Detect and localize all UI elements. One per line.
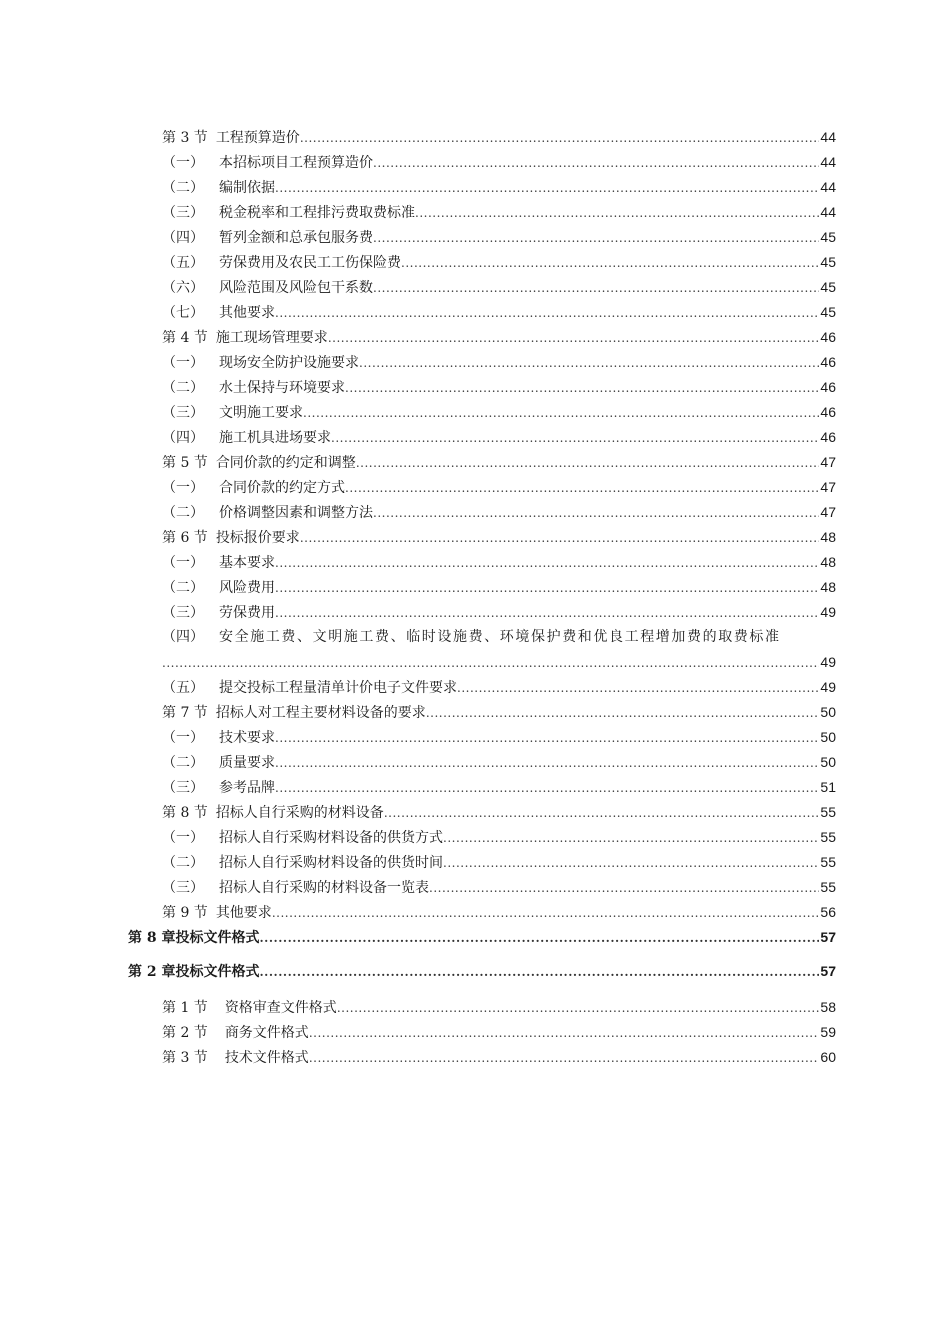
toc-entry-label <box>162 151 373 176</box>
toc-entry-label <box>162 751 275 776</box>
toc-entry-label <box>162 526 300 551</box>
toc-entry-number: 第 3 节 <box>162 1050 208 1066</box>
toc-entry-label <box>162 251 401 276</box>
toc-entry-page-number: 60 <box>820 1049 836 1065</box>
toc-entry-number: 第 8 节 <box>162 805 208 821</box>
toc-entry-title: 价格调整因素和调整方法 <box>219 505 373 521</box>
toc-entry-number: （一） <box>162 155 204 171</box>
toc-entry-page-number: 49 <box>820 604 836 620</box>
toc-entry-page-number: 47 <box>820 504 836 520</box>
toc-entry-label <box>162 476 345 501</box>
toc-entry-page-number: 55 <box>820 804 836 820</box>
toc-entry-title: 商务文件格式 <box>224 1025 309 1041</box>
toc-entry[interactable] <box>0 125 950 150</box>
toc-entry-number: （二） <box>162 380 204 396</box>
dot-leader <box>373 501 819 526</box>
toc-entry-page-number: 46 <box>820 354 836 370</box>
toc-entry-title: 编制依据 <box>219 180 275 196</box>
dot-leader <box>426 701 820 726</box>
toc-entry-title: 风险费用 <box>219 580 275 596</box>
spacer <box>0 950 950 959</box>
toc-entry-page-number: 50 <box>820 754 836 770</box>
dot-leader <box>275 776 819 801</box>
toc-entry-title: 现场安全防护设施要求 <box>219 355 359 371</box>
toc-entry[interactable] <box>0 625 950 675</box>
dot-leader <box>272 901 820 926</box>
dot-leader <box>373 276 819 301</box>
toc-entry[interactable] <box>0 925 950 950</box>
toc-entry[interactable] <box>0 825 950 850</box>
toc-entry-title: 招标人自行采购的材料设备一览表 <box>219 880 429 896</box>
dot-leader <box>345 376 819 401</box>
toc-entry-number: （一） <box>162 730 204 746</box>
toc-entry-title: 投标文件格式 <box>175 964 260 980</box>
toc-entry[interactable] <box>0 600 950 625</box>
toc-entry-number: 第 2 节 <box>162 1025 208 1041</box>
toc-entry[interactable] <box>0 700 950 725</box>
toc-entry[interactable] <box>0 500 950 525</box>
toc-entry[interactable] <box>0 425 950 450</box>
dot-leader <box>415 201 819 226</box>
toc-entry-number: 第 1 节 <box>162 1000 208 1016</box>
toc-entry-number: （二） <box>162 755 204 771</box>
dot-leader <box>275 576 819 601</box>
toc-entry-label <box>162 551 275 576</box>
toc-entry-title: 劳保费用 <box>219 605 275 621</box>
toc-entry-label <box>162 826 443 851</box>
toc-entry[interactable] <box>0 200 950 225</box>
toc-entry-number: （三） <box>162 605 204 621</box>
toc-entry[interactable] <box>0 550 950 575</box>
dot-leader <box>328 326 820 351</box>
toc-entry[interactable] <box>0 959 950 984</box>
toc-entry-page-number: 44 <box>820 129 836 145</box>
toc-entry[interactable] <box>0 325 950 350</box>
dot-leader <box>443 826 819 851</box>
toc-entry-label <box>162 876 429 901</box>
toc-entry-title: 工程预算造价 <box>215 130 300 146</box>
toc-entry-number: （一） <box>162 830 204 846</box>
toc-entry-page-number: 55 <box>820 854 836 870</box>
toc-entry-number: 第 7 节 <box>162 705 208 721</box>
toc-entry-number: 第 6 节 <box>162 530 208 546</box>
toc-entry-page-number: 51 <box>820 779 836 795</box>
toc-entry-page-number: 48 <box>820 554 836 570</box>
dot-leader <box>260 960 820 985</box>
toc-entry-number: （二） <box>162 580 204 596</box>
toc-entry-title: 合同价款的约定方式 <box>219 480 345 496</box>
toc-entry-label <box>162 351 359 376</box>
toc-entry-label <box>162 776 275 801</box>
toc-entry-title: 税金税率和工程排污费取费标准 <box>219 205 415 221</box>
toc-entry-title: 施工机具进场要求 <box>219 430 331 446</box>
toc-entry-title: 安全施工费、文明施工费、临时设施费、环境保护费和优良工程增加费的取费标准 <box>219 629 781 645</box>
toc-entry-label <box>162 376 345 401</box>
toc-entry-number: 第 9 节 <box>162 905 208 921</box>
toc-entry-title: 合同价款的约定和调整 <box>215 455 356 471</box>
toc-entry-title: 技术要求 <box>219 730 275 746</box>
toc-entry-page-number: 50 <box>820 729 836 745</box>
toc-entry-title: 投标报价要求 <box>215 530 300 546</box>
toc-entry-title: 资格审查文件格式 <box>224 1000 337 1016</box>
dot-leader <box>275 176 819 201</box>
toc-entry[interactable] <box>0 525 950 550</box>
toc-entry-label <box>162 326 328 351</box>
toc-entry-title: 招标人自行采购材料设备的供货时间 <box>219 855 443 871</box>
toc-entry[interactable] <box>0 1020 950 1045</box>
dot-leader <box>337 996 820 1021</box>
toc-entry-title: 质量要求 <box>219 755 275 771</box>
toc-entry-label <box>162 996 337 1021</box>
toc-entry[interactable] <box>0 300 950 325</box>
dot-leader <box>457 676 819 701</box>
toc-entry[interactable] <box>0 725 950 750</box>
toc-entry[interactable] <box>0 475 950 500</box>
toc-entry-page-number: 44 <box>820 204 836 220</box>
toc-entry[interactable] <box>0 375 950 400</box>
dot-leader <box>309 1021 820 1046</box>
toc-entry-title: 劳保费用及农民工工伤保险费 <box>219 255 401 271</box>
dot-leader <box>300 526 820 551</box>
toc-entry-page-number: 55 <box>820 879 836 895</box>
toc-entry-label <box>162 426 331 451</box>
toc-entry-number: 第 3 节 <box>162 130 208 146</box>
toc-entry-number: （三） <box>162 405 204 421</box>
toc-entry[interactable] <box>0 275 950 300</box>
toc-entry-page-number: 59 <box>820 1024 836 1040</box>
toc-entry-label <box>162 176 275 201</box>
toc-entry-label <box>162 1046 309 1071</box>
toc-entry-page-number: 44 <box>820 179 836 195</box>
toc-entry-page-number: 56 <box>820 904 836 920</box>
toc-entry-number: （一） <box>162 355 204 371</box>
toc-entry-title: 技术文件格式 <box>224 1050 309 1066</box>
toc-entry-number: （二） <box>162 180 204 196</box>
toc-entry-title: 招标人自行采购材料设备的供货方式 <box>219 830 443 846</box>
dot-leader <box>373 151 819 176</box>
toc-entry-number: （三） <box>162 780 204 796</box>
toc-entry-page-number: 46 <box>820 429 836 445</box>
toc-entry-page-number: 45 <box>820 229 836 245</box>
toc-entry-label <box>162 901 272 926</box>
toc-entry-page-number: 57 <box>820 963 836 979</box>
toc-entry-label <box>162 501 373 526</box>
toc-entry-label <box>162 201 415 226</box>
toc-entry-number: （三） <box>162 880 204 896</box>
toc-entry[interactable] <box>0 675 950 700</box>
toc-entry-first-line <box>162 625 842 650</box>
toc-entry-title: 投标文件格式 <box>175 930 260 946</box>
toc-entry-page-number: 44 <box>820 154 836 170</box>
toc-entry-title: 风险范围及风险包干系数 <box>219 280 373 296</box>
toc-entry-number: （五） <box>162 680 204 696</box>
toc-entry[interactable] <box>0 1045 950 1070</box>
toc-entry-page-number: 55 <box>820 829 836 845</box>
toc-entry-page-number: 45 <box>820 304 836 320</box>
toc-entry-number: 第 5 节 <box>162 455 208 471</box>
toc-entry-number: （一） <box>162 555 204 571</box>
dot-leader <box>356 451 820 476</box>
toc-entry-page-number: 48 <box>820 529 836 545</box>
toc-entry-label <box>162 676 457 701</box>
dot-leader <box>303 401 819 426</box>
dot-leader <box>309 1046 820 1071</box>
toc-entry[interactable] <box>0 150 950 175</box>
toc-entry-page-number: 45 <box>820 254 836 270</box>
dot-leader <box>373 226 819 251</box>
toc-entry[interactable] <box>0 350 950 375</box>
toc-entry[interactable] <box>0 450 950 475</box>
dot-leader <box>275 726 819 751</box>
toc-entry-title: 基本要求 <box>219 555 275 571</box>
toc-entry[interactable] <box>0 800 950 825</box>
dot-leader <box>384 801 820 826</box>
toc-entry-title: 提交投标工程量清单计价电子文件要求 <box>219 680 457 696</box>
toc-entry-number: （五） <box>162 255 204 271</box>
toc-entry-label <box>162 801 384 826</box>
toc-entry-page-number: 49 <box>820 654 836 670</box>
toc-entry-label <box>162 276 373 301</box>
dot-leader <box>401 251 819 276</box>
toc-entry-page-number: 46 <box>820 404 836 420</box>
toc-entry[interactable] <box>0 875 950 900</box>
toc-entry-page-number: 45 <box>820 279 836 295</box>
toc-entry-page-number: 50 <box>820 704 836 720</box>
toc-entry-number: （二） <box>162 505 204 521</box>
toc-entry-label <box>162 451 356 476</box>
toc-entry-page-number: 46 <box>820 329 836 345</box>
toc-entry-number: （四） <box>162 430 204 446</box>
toc-entry-label <box>162 401 303 426</box>
toc-entry-title: 其他要求 <box>215 905 272 921</box>
toc-entry-label <box>162 726 275 751</box>
toc-entry-title: 文明施工要求 <box>219 405 303 421</box>
toc-entry-title: 暂列金额和总承包服务费 <box>219 230 373 246</box>
toc-entry-label <box>162 301 275 326</box>
toc-entry-title: 参考品牌 <box>219 780 275 796</box>
table-of-contents <box>0 125 950 1070</box>
toc-entry-number: （四） <box>162 629 204 645</box>
toc-entry[interactable] <box>0 400 950 425</box>
dot-leader <box>275 301 819 326</box>
toc-entry-page-number: 57 <box>820 929 836 945</box>
toc-entry-title: 水土保持与环境要求 <box>219 380 345 396</box>
toc-entry[interactable] <box>0 995 950 1020</box>
toc-entry-page-number: 47 <box>820 479 836 495</box>
toc-entry-title: 本招标项目工程预算造价 <box>219 155 373 171</box>
toc-entry-number: 第 2 章 <box>128 964 176 980</box>
toc-entry-label <box>128 926 260 951</box>
dot-leader <box>275 751 819 776</box>
toc-entry-number: 第 8 章 <box>128 930 176 946</box>
dot-leader <box>260 926 820 951</box>
toc-entry[interactable] <box>0 775 950 800</box>
toc-entry-label <box>162 601 275 626</box>
dot-leader <box>275 601 819 626</box>
dot-leader <box>443 851 819 876</box>
toc-entry-page-number: 49 <box>820 679 836 695</box>
toc-entry-page-number: 46 <box>820 379 836 395</box>
dot-leader <box>345 476 819 501</box>
dot-leader <box>359 351 819 376</box>
toc-entry[interactable] <box>0 175 950 200</box>
toc-entry-title: 施工现场管理要求 <box>215 330 328 346</box>
toc-entry[interactable] <box>0 850 950 875</box>
dot-leader <box>275 551 819 576</box>
toc-entry-number: （六） <box>162 280 204 296</box>
toc-entry-title: 招标人自行采购的材料设备 <box>215 805 384 821</box>
toc-entry-number: （三） <box>162 205 204 221</box>
toc-entry-page-number: 58 <box>820 999 836 1015</box>
toc-entry-label <box>128 960 260 985</box>
toc-entry[interactable] <box>0 225 950 250</box>
toc-entry-label <box>162 226 373 251</box>
toc-entry-number: （七） <box>162 305 204 321</box>
toc-entry-number: （二） <box>162 855 204 871</box>
toc-entry-label <box>162 701 426 726</box>
toc-entry-title: 其他要求 <box>219 305 275 321</box>
dot-leader <box>429 876 819 901</box>
dot-leader <box>300 126 820 151</box>
toc-entry[interactable] <box>0 575 950 600</box>
toc-entry-label <box>162 1021 309 1046</box>
dot-leader <box>331 426 819 451</box>
spacer <box>0 984 950 995</box>
toc-entry[interactable] <box>0 900 950 925</box>
toc-entry-label <box>162 851 443 876</box>
toc-entry-number: （四） <box>162 230 204 246</box>
toc-entry-page-number: 48 <box>820 579 836 595</box>
toc-entry[interactable] <box>0 750 950 775</box>
toc-entry-number: 第 4 节 <box>162 330 208 346</box>
toc-entry-label <box>162 576 275 601</box>
toc-entry[interactable] <box>0 250 950 275</box>
toc-entry-number: （一） <box>162 480 204 496</box>
toc-entry-label <box>162 126 300 151</box>
toc-entry-title: 招标人对工程主要材料设备的要求 <box>215 705 426 721</box>
toc-entry-page-number: 47 <box>820 454 836 470</box>
dot-leader <box>162 651 819 676</box>
